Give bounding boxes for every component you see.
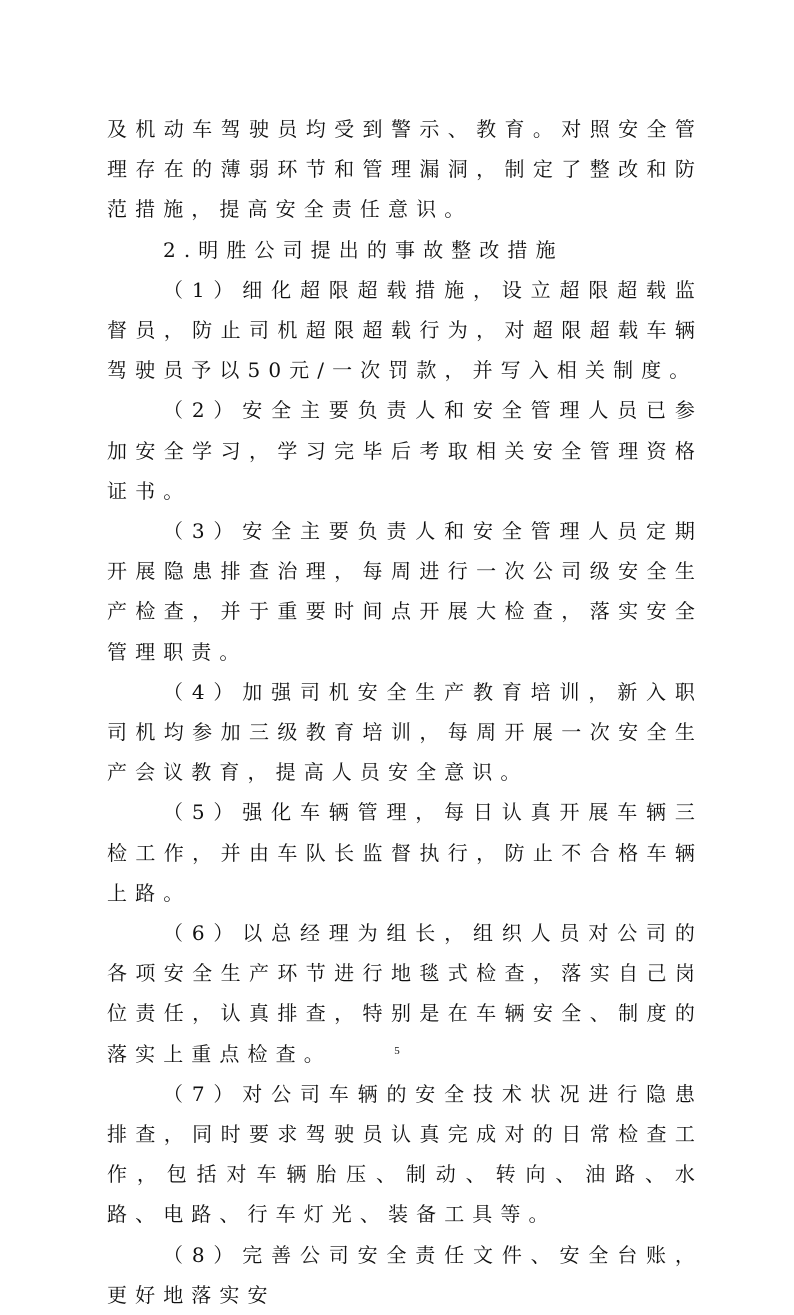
paragraph-measure-8: （8）完善公司安全责任文件、安全台账，更好地落实安 — [107, 1242, 703, 1307]
paragraph-measure-6: （6）以总经理为组长，组织人员对公司的各项安全生产环节进行地毯式检查，落实自己岗位责任，认真排查，特别是在车辆安全、制度的落实上重点检查。 — [107, 921, 703, 1066]
paragraph-measure-3: （3）安全主要负责人和安全管理人员定期开展隐患排查治理，每周进行一次公司级安全生产检查，并于重要时间点开展大检查，落实安全管理职责。 — [107, 519, 703, 664]
paragraph-measure-4: （4）加强司机安全生产教育培训，新入职司机均参加三级教育培训，每周开展一次安全生产会议教育，提高人员安全意识。 — [107, 679, 703, 785]
document-page-body — [107, 109, 703, 1315]
paragraph-measure-5: （5）强化车辆管理，每日认真开展车辆三检工作，并由车队长监督执行，防止不合格车辆上路。 — [107, 800, 703, 905]
paragraph-continuation: 及机动车驾驶员均受到警示、教育。对照安全管理存在的薄弱环节和管理漏洞，制定了整改和防范措施，提高安全责任意识。 — [107, 117, 703, 222]
paragraph-measure-1: （1）细化超限超载措施，设立超限超载监督员，防止司机超限超载行为，对超限超载车辆驾驶员予以50元/一次罚款，并写入相关制度。 — [107, 277, 703, 383]
page-number: 5 — [394, 1045, 400, 1057]
section-heading: 2.明胜公司提出的事故整改措施 — [163, 237, 564, 262]
paragraph-measure-7: （7）对公司车辆的安全技术状况进行隐患排查，同时要求驾驶员认真完成对的日常检查工作，包括对车辆胎压、制动、转向、油路、水路、电路、行车灯光、装备工具等。 — [107, 1081, 703, 1227]
paragraph-measure-2: （2）安全主要负责人和安全管理人员已参加安全学习，学习完毕后考取相关安全管理资格证书。 — [107, 398, 703, 503]
